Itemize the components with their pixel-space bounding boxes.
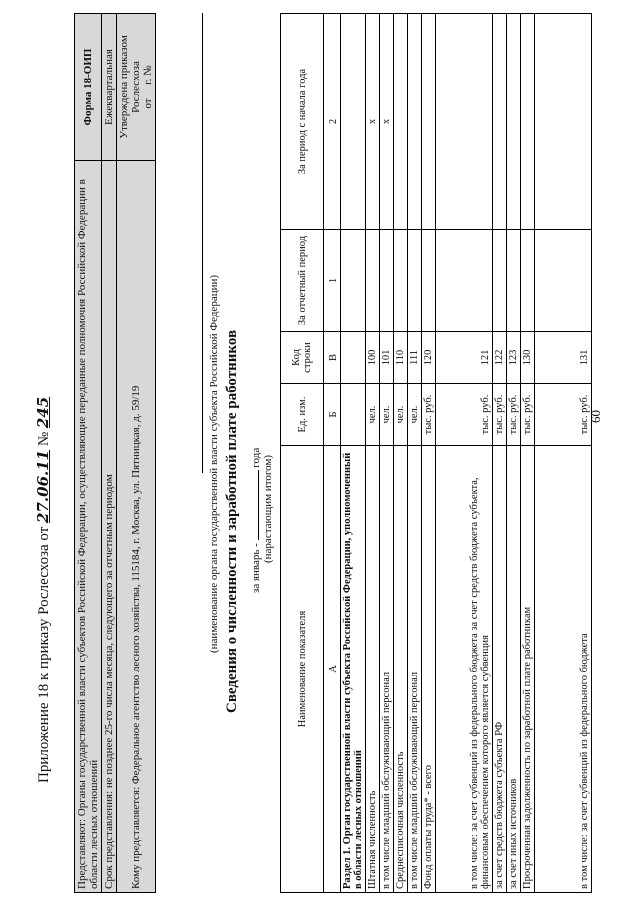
table-row xyxy=(507,14,521,893)
value-cell[interactable]: x xyxy=(380,14,394,230)
table-row xyxy=(535,14,592,893)
unit-cell: тыс. руб. xyxy=(493,384,507,446)
unit-cell xyxy=(341,384,366,446)
form-title: Сведения о численности и заработной плате работников xyxy=(224,329,240,713)
code-cell xyxy=(341,332,366,384)
table-row xyxy=(380,14,394,893)
col-code: Код строки xyxy=(281,332,324,384)
value-cell[interactable] xyxy=(408,14,422,230)
table-row xyxy=(366,14,380,893)
form-code: Форма 18-ОИП xyxy=(75,14,102,161)
code-cell: 101 xyxy=(380,332,394,384)
index-cell: В xyxy=(324,332,341,384)
value-cell[interactable] xyxy=(394,230,408,332)
value-cell[interactable] xyxy=(521,230,535,332)
indicator-name: Просроченная задолженность по заработной плате работникам xyxy=(521,446,535,893)
value-cell[interactable] xyxy=(341,14,366,230)
value-cell[interactable] xyxy=(493,14,507,230)
value-cell[interactable] xyxy=(507,230,521,332)
period-prefix: за январь - xyxy=(250,543,262,593)
indicator-name: в том числе младший обслуживающий персонал xyxy=(408,446,422,893)
code-cell: 111 xyxy=(408,332,422,384)
table-row xyxy=(408,14,422,893)
value-cell[interactable] xyxy=(394,14,408,230)
submitted-by: Представляют: Органы государственной власти субъектов Российской Федерации, осуществляющие переданные полномочия Российской Федерации в области лесных отношений xyxy=(75,161,102,893)
table-row xyxy=(422,14,436,893)
indicator-name: за счет средств бюджета субъекта РФ xyxy=(493,446,507,893)
col-name: Наименование показателя xyxy=(281,446,324,893)
deadline: Срок представления: не позднее 25-го числа месяца, следующего за отчетным периодом xyxy=(102,161,117,893)
header-box xyxy=(74,13,156,893)
value-cell[interactable] xyxy=(366,230,380,332)
unit-cell: тыс. руб. xyxy=(436,384,493,446)
unit-cell: чел. xyxy=(366,384,380,446)
code-cell: 131 xyxy=(535,332,592,384)
indicator-name: Раздел 1. Орган государственной власти субъекта Российской Федерации, уполномоченный в области лесных отношений xyxy=(341,446,366,893)
value-cell[interactable] xyxy=(521,14,535,230)
table-row xyxy=(436,14,493,893)
approved-num: г. № xyxy=(142,65,154,85)
table-row xyxy=(394,14,408,893)
indicator-name: в том числе: за счет субвенций из федерального бюджета xyxy=(535,446,592,893)
col-period: За отчетный период xyxy=(281,230,324,332)
code-cell: 121 xyxy=(436,332,493,384)
indicator-name: в том числе: за счет субвенций из федерального бюджета за счет средств бюджета субъекта, финансовым обеспечением которого является субвенция xyxy=(436,446,493,893)
code-cell: 100 xyxy=(366,332,380,384)
period-field[interactable] xyxy=(258,470,259,540)
code-cell: 122 xyxy=(493,332,507,384)
value-cell[interactable] xyxy=(535,230,592,332)
frequency: Ежеквартальная xyxy=(102,14,117,161)
index-row xyxy=(324,14,341,893)
index-cell: Б xyxy=(324,384,341,446)
value-cell[interactable] xyxy=(422,14,436,230)
value-cell[interactable] xyxy=(535,14,592,230)
approval xyxy=(117,14,156,161)
unit-cell: чел. xyxy=(380,384,394,446)
value-cell[interactable] xyxy=(436,230,493,332)
order-num-label: № xyxy=(36,431,52,447)
col-ytd: За период с начала года xyxy=(281,14,324,230)
recipient: Кому представляется: Федеральное агентство лесного хозяйства, 115184, г. Москва, ул. Пятницкая, д. 59/19 xyxy=(117,161,156,893)
period-suffix: года xyxy=(250,447,262,468)
approved-from: от xyxy=(142,98,154,109)
table-row xyxy=(493,14,507,893)
order-number: 245 xyxy=(34,396,52,429)
value-cell[interactable] xyxy=(380,230,394,332)
period-note: (нарастающим итогом) xyxy=(262,454,274,563)
org-name-caption: (наименование органа государственной власти субъекта Российской Федерации) xyxy=(208,274,220,653)
rotated-form-page xyxy=(28,13,628,893)
value-cell[interactable] xyxy=(436,14,493,230)
indicator-name: в том числе младший обслуживающий персонал xyxy=(380,446,394,893)
unit-cell: чел. xyxy=(408,384,422,446)
org-name-line[interactable] xyxy=(188,13,203,473)
order-date: 27.06.11 xyxy=(34,449,52,523)
index-cell: 1 xyxy=(324,230,341,332)
unit-cell: тыс. руб. xyxy=(535,384,592,446)
value-cell[interactable]: x xyxy=(366,14,380,230)
appendix-line xyxy=(34,397,53,783)
code-cell: 120 xyxy=(422,332,436,384)
table-header-row xyxy=(281,14,324,893)
unit-cell: чел. xyxy=(394,384,408,446)
page-number: 60 xyxy=(588,410,603,423)
col-unit: Ед. изм. xyxy=(281,384,324,446)
table-row xyxy=(341,14,366,893)
unit-cell: тыс. руб. xyxy=(521,384,535,446)
value-cell[interactable] xyxy=(422,230,436,332)
indicator-name: Фонд оплаты труда* - всего xyxy=(422,446,436,893)
table-row xyxy=(521,14,535,893)
code-cell: 130 xyxy=(521,332,535,384)
unit-cell: тыс. руб. xyxy=(507,384,521,446)
code-cell: 123 xyxy=(507,332,521,384)
approved-text: Утверждена приказом Рослесхоза xyxy=(118,35,142,139)
value-cell[interactable] xyxy=(408,230,422,332)
index-cell: А xyxy=(324,446,341,893)
indicator-name: Штатная численность xyxy=(366,446,380,893)
period-line xyxy=(250,448,262,593)
value-cell[interactable] xyxy=(493,230,507,332)
index-cell: 2 xyxy=(324,14,341,230)
indicator-name: за счет иных источников xyxy=(507,446,521,893)
appendix-text: Приложение 18 к приказу Рослесхоза от xyxy=(36,526,52,783)
value-cell[interactable] xyxy=(341,230,366,332)
code-cell: 110 xyxy=(394,332,408,384)
indicator-name: Среднесписочная численность xyxy=(394,446,408,893)
indicators-table xyxy=(280,13,592,893)
unit-cell: тыс. руб. xyxy=(422,384,436,446)
value-cell[interactable] xyxy=(507,14,521,230)
